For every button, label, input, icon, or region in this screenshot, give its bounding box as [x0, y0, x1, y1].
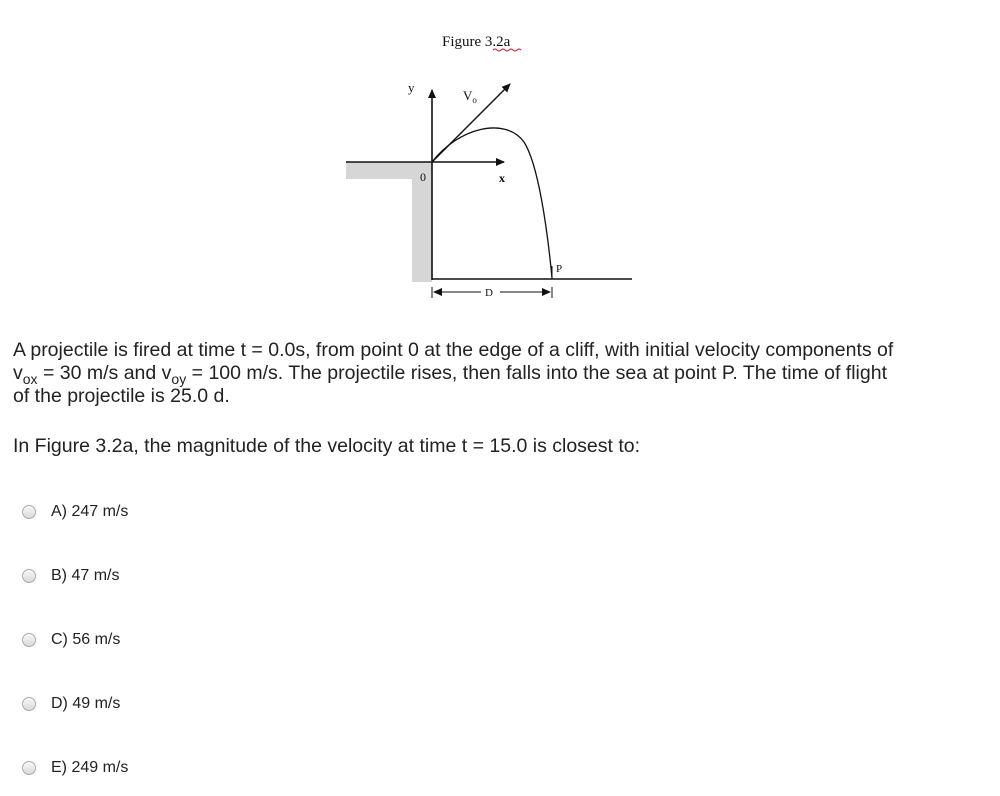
option-e-label[interactable]: E) 249 m/s — [51, 759, 129, 776]
trajectory-curve — [432, 128, 552, 278]
figure-3-2a — [340, 16, 664, 318]
d-label: D — [485, 287, 493, 299]
voy-symbol: v — [161, 362, 172, 384]
option-c-radio[interactable] — [22, 633, 36, 647]
question-line-2 — [13, 362, 988, 385]
y-axis-label: y — [408, 80, 415, 95]
vox-symbol: v — [13, 362, 23, 384]
question-prompt: In Figure 3.2a, the magnitude of the velocity at time t = 15.0 is closest to: — [13, 435, 641, 457]
option-b-radio[interactable] — [22, 569, 36, 583]
option-b[interactable] — [22, 565, 119, 587]
question-line-3: of the projectile is 25.0 d. — [13, 385, 230, 407]
option-e-radio[interactable] — [22, 761, 36, 775]
v0-letter: V — [463, 88, 473, 103]
voy-value-text: = 100 m/s. The projectile rises, then falls into the sea at point P. The time of flight — [186, 362, 887, 384]
option-c-label[interactable]: C) 56 m/s — [51, 631, 121, 648]
v0-subscript: o — [472, 95, 477, 105]
vox-value-text: = 30 m/s and — [37, 362, 162, 384]
voy-subscript: oy — [171, 371, 187, 387]
question-text — [13, 339, 988, 408]
option-d[interactable] — [22, 693, 120, 715]
vox-subscript: ox — [22, 371, 38, 387]
option-d-radio[interactable] — [22, 697, 36, 711]
option-d-label[interactable]: D) 49 m/s — [51, 695, 121, 712]
question-line-1: A projectile is fired at time t = 0.0s, from point 0 at the edge of a cliff, with initial velocity components of — [13, 339, 894, 361]
v0-label — [463, 88, 477, 105]
option-b-label[interactable]: B) 47 m/s — [51, 567, 120, 584]
x-axis-label: x — [499, 171, 505, 185]
origin-label: 0 — [420, 170, 426, 184]
projectile-diagram — [340, 16, 664, 318]
option-c[interactable] — [22, 629, 120, 651]
option-a[interactable] — [22, 501, 128, 523]
option-e[interactable] — [22, 757, 128, 779]
point-p-label: P — [556, 263, 563, 275]
option-a-radio[interactable] — [22, 505, 36, 519]
option-a-label[interactable]: A) 247 m/s — [51, 503, 129, 520]
figure-title: Figure 3.2a — [442, 34, 511, 50]
